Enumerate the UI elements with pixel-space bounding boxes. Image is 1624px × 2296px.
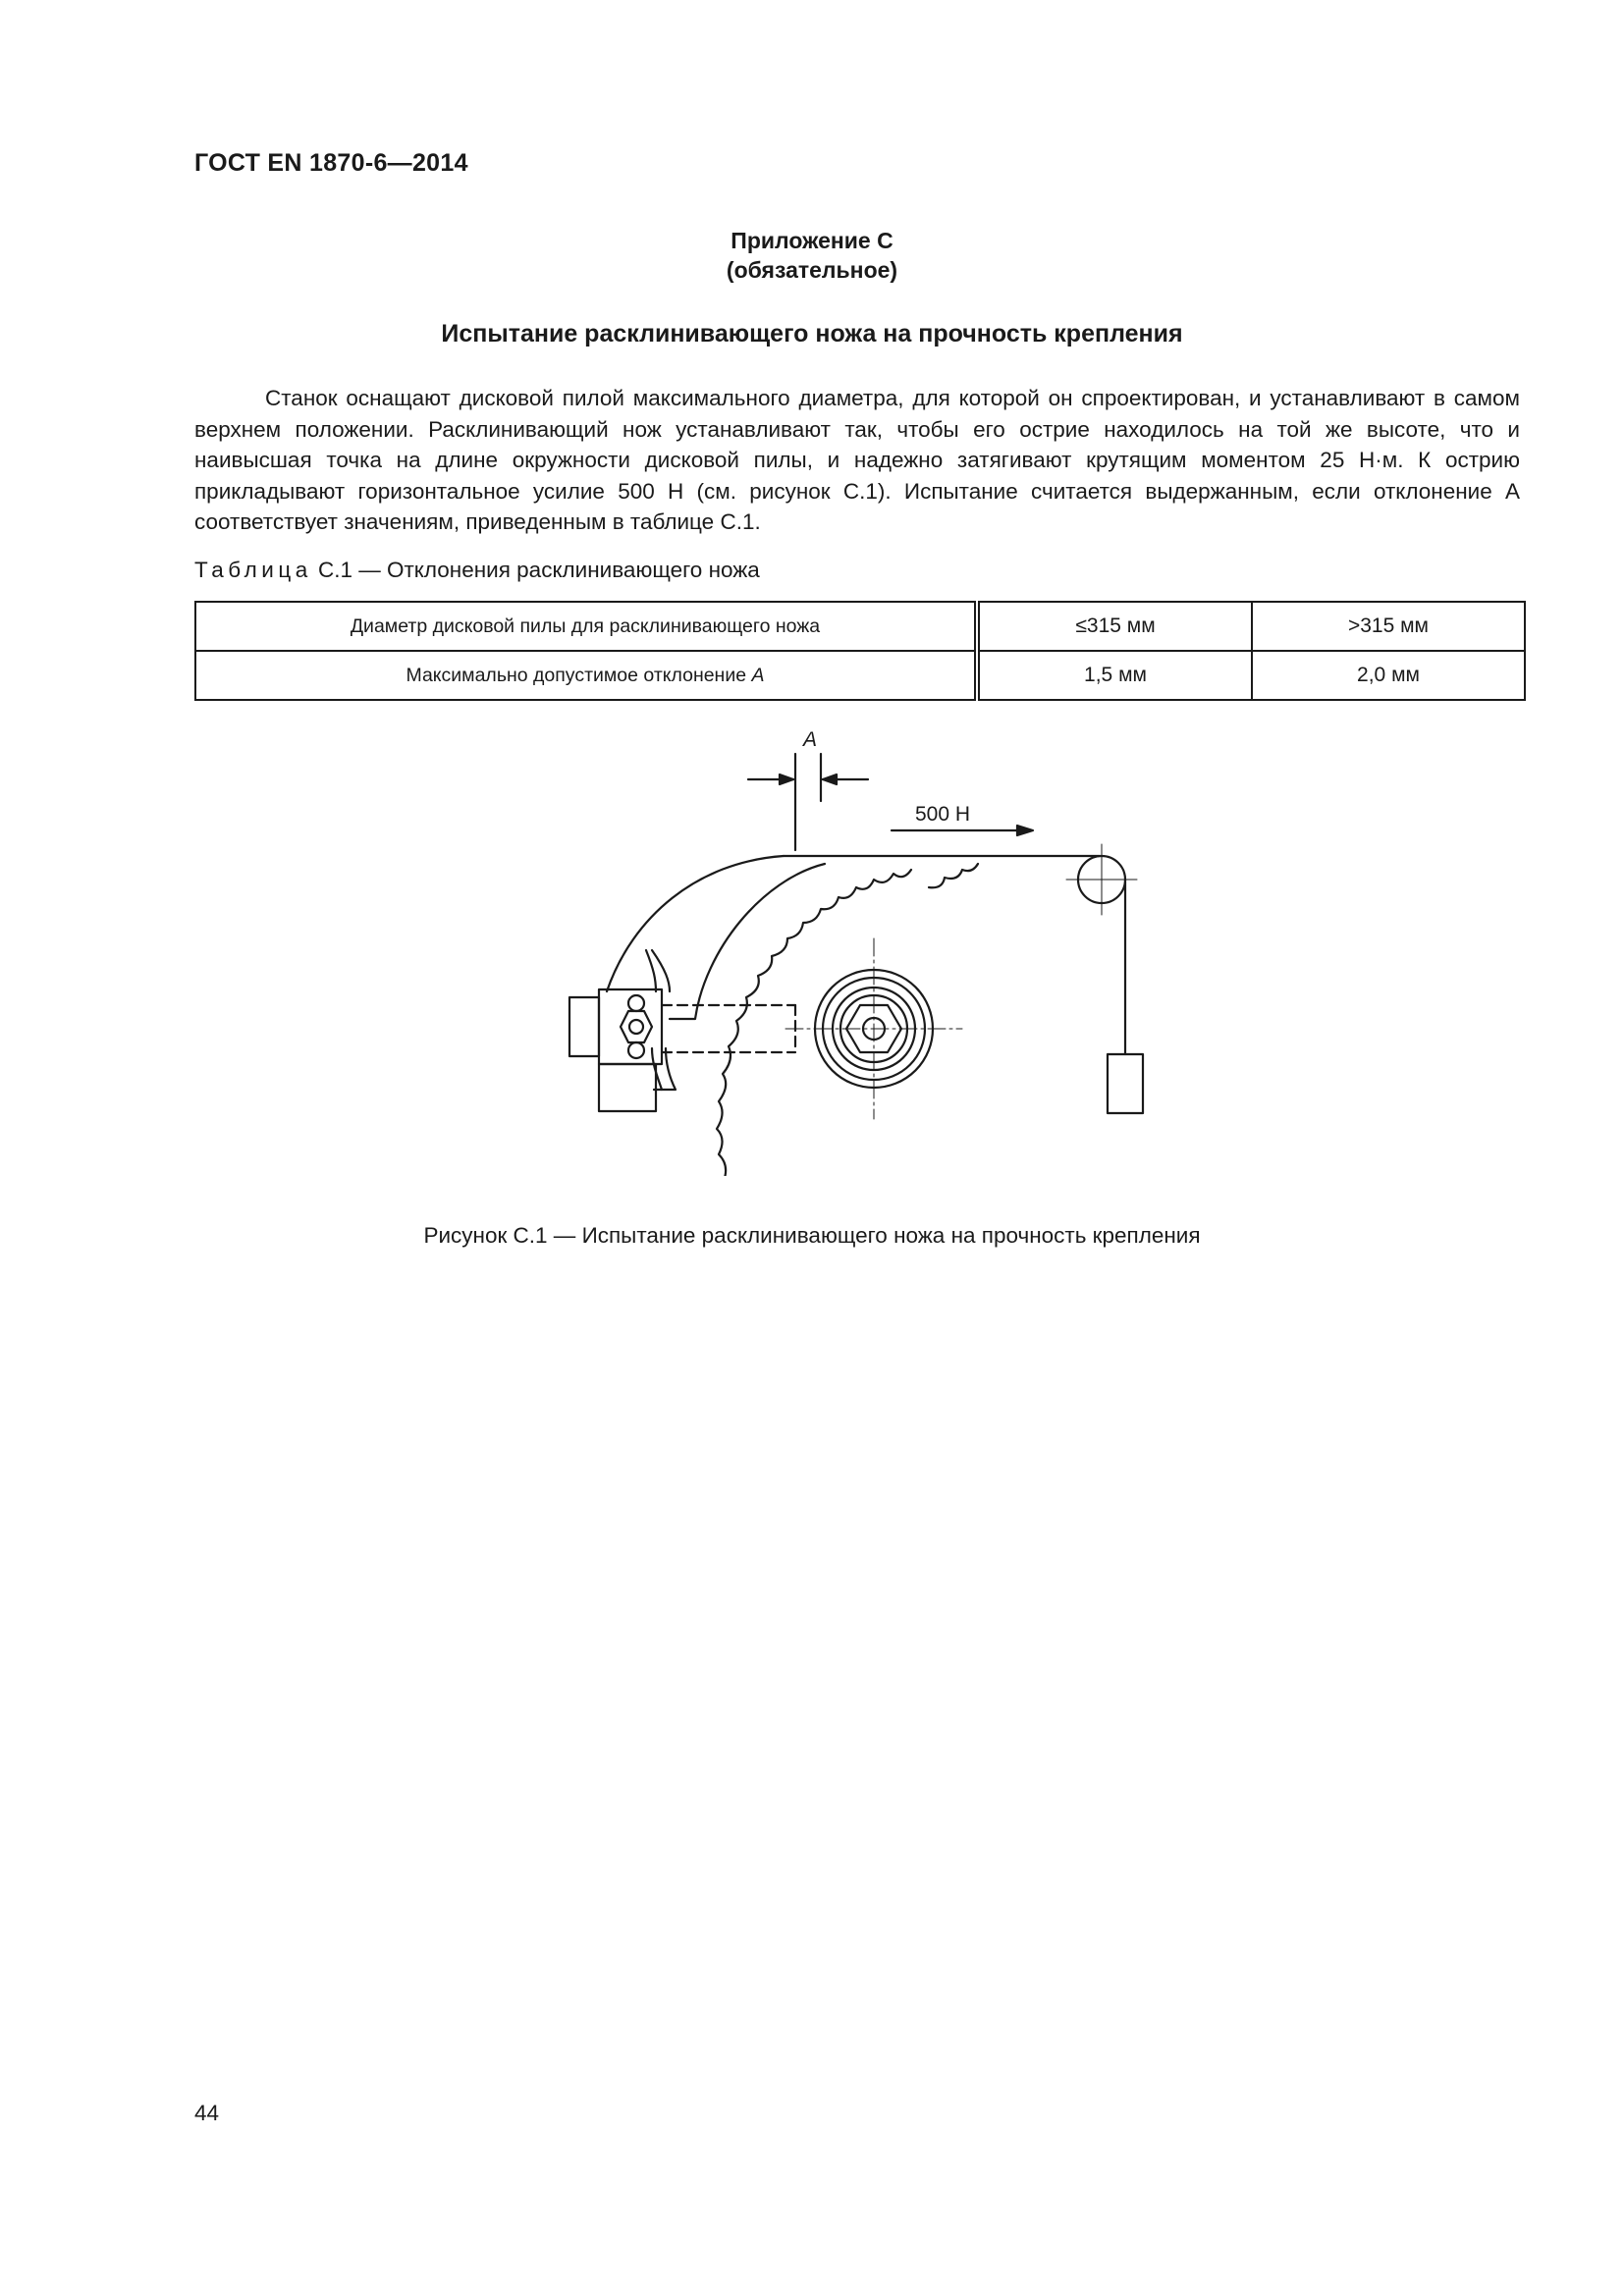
annex-title: Приложение С (731, 228, 893, 253)
pulley-and-weight (1066, 844, 1143, 1113)
annex-status: (обязательное) (726, 257, 898, 283)
force-arrow (892, 826, 1033, 835)
figure-caption: Рисунок С.1 — Испытание расклинивающего ножа на прочность крепления (423, 1223, 1201, 1248)
body-paragraph: Станок оснащают дисковой пилой максимального диаметра, для которой он спроектирован, и устанавливают в самом верхнем положении. Расклинивающий нож устанавливают так, чтобы его острие находилось на той же высоте, что и наивысшая точка на длине окружности дисковой пилы, и надежно затягивают крутящим моментом 25 Н·м. К острию прикладывают горизонтальное усилие 500 Н (см. рисунок С.1). Испытание считается выдержанным, если отклонение А соответствует значениям, приведенным в таблице С.1. (194, 386, 1520, 534)
table-caption (194, 558, 760, 583)
row-label-text: Диаметр дисковой пилы для расклинивающего ножа (350, 614, 821, 637)
deflection-label: А (802, 728, 818, 751)
row-label-text: Максимально допустимое отклонение (406, 664, 752, 686)
weight (1108, 1054, 1143, 1113)
arrowhead (823, 774, 837, 784)
saw-blade (717, 864, 978, 1176)
table-caption-text: С.1 — Отклонения расклинивающего ножа (311, 558, 760, 582)
table-cell-value: 2,0 мм (1252, 651, 1525, 700)
table-cell-value: >315 мм (1252, 602, 1525, 651)
page-number: 44 (194, 2101, 220, 2125)
document-header-code: ГОСТ EN 1870-6—2014 (194, 149, 468, 177)
arrowhead (1017, 826, 1033, 835)
table-cell-label (195, 651, 977, 700)
table-cell-label (195, 602, 977, 651)
table-cell-value: 1,5 мм (977, 651, 1252, 700)
table-row (195, 602, 1525, 651)
washer (628, 1042, 644, 1058)
table-cell-value: ≤315 мм (977, 602, 1252, 651)
bolt-nut (621, 1011, 652, 1042)
arrowhead (780, 774, 793, 784)
deflection-table (194, 601, 1526, 701)
knife-clamp (569, 989, 662, 1111)
force-label: 500 Н (915, 803, 971, 826)
washer (628, 995, 644, 1011)
bolt-center (629, 1020, 643, 1034)
table-row (195, 651, 1525, 700)
table-caption-label: Таблица (194, 558, 312, 582)
clamp-base (599, 1064, 656, 1111)
clamp-plate (569, 997, 599, 1056)
riving-knife-test-figure (530, 724, 1208, 1176)
row-label-italic: А (751, 664, 765, 686)
saw-arbor (785, 938, 962, 1119)
section-title: Испытание расклинивающего ножа на прочность крепления (441, 320, 1183, 347)
deflection-dimension (748, 754, 868, 850)
